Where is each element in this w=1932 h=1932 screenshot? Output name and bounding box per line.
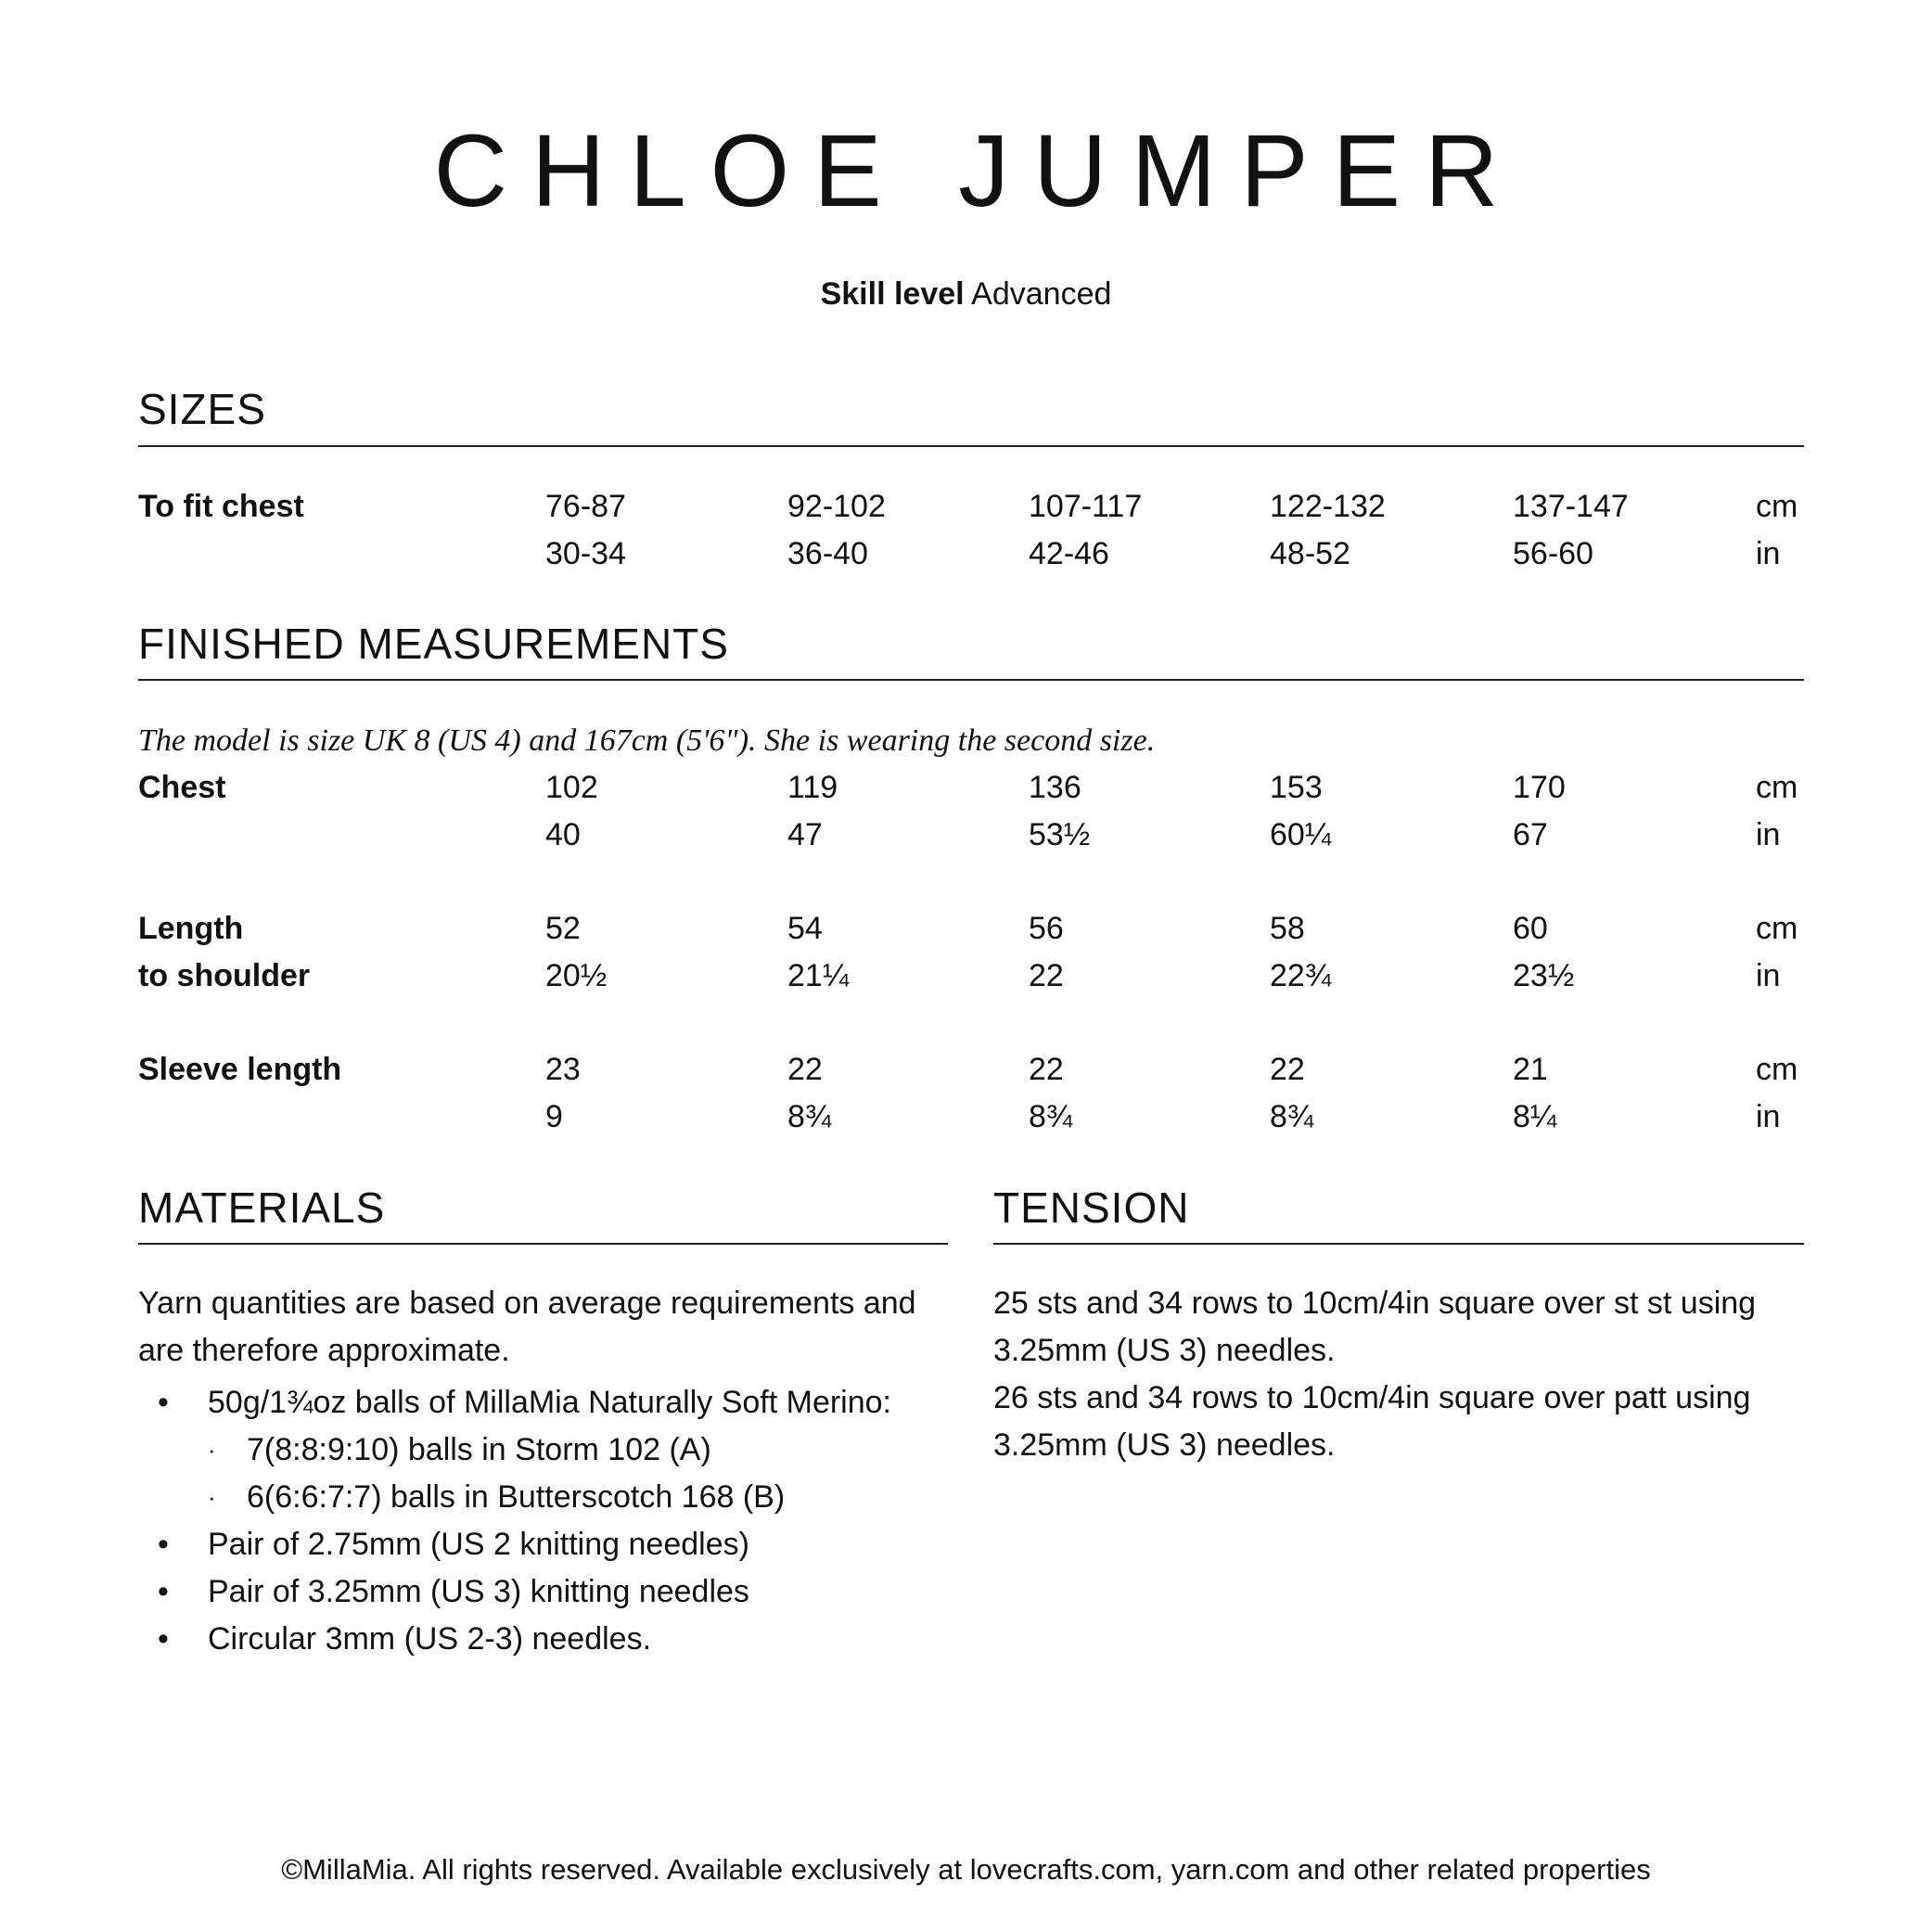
tension-heading: TENSION — [993, 1184, 1190, 1232]
length-in-cell: 23½ — [1513, 958, 1575, 993]
sizes-cm-cell: 107-117 — [1029, 489, 1143, 524]
finished-divider — [138, 679, 1804, 681]
sleeve-in-cell: 9 — [545, 1099, 563, 1134]
copyright-footer: ©MillaMia. All rights reserved. Available exclusively at lovecrafts.com, yarn.com and other related properties — [281, 1853, 1651, 1886]
unit-in: in — [1756, 817, 1781, 852]
tension-line: 25 sts and 34 rows to 10cm/4in square over st st using — [993, 1286, 1757, 1321]
finished-measurements-heading: FINISHED MEASUREMENTS — [138, 620, 729, 668]
skill-level-value: Advanced — [971, 276, 1112, 312]
list-item-text: 7(8:8:9:10) balls in Storm 102 (A) — [247, 1432, 711, 1467]
tension-line: 3.25mm (US 3) needles. — [993, 1427, 1336, 1463]
unit-in: in — [1756, 958, 1781, 993]
sleeve-in-cell: 8¼ — [1513, 1099, 1557, 1134]
list-item-text: Circular 3mm (US 2-3) needles. — [208, 1621, 652, 1657]
to-fit-chest-label: To fit chest — [138, 489, 304, 524]
sizes-in-cell: 30-34 — [545, 536, 626, 571]
sub-bullet-icon: · — [208, 1436, 216, 1464]
sizes-cm-cell: 137-147 — [1513, 489, 1629, 524]
length-in-cell: 21¼ — [787, 958, 850, 993]
list-sub-item — [158, 1474, 891, 1521]
sleeve-in-cell: 8¾ — [787, 1099, 832, 1134]
sleeve-in-cell: 8¾ — [1270, 1099, 1314, 1134]
chest-cm-cell: 170 — [1513, 770, 1566, 805]
sleeve-in-cell: 8¾ — [1029, 1099, 1073, 1134]
unit-cm: cm — [1756, 770, 1798, 805]
sizes-in-cell: 42-46 — [1029, 536, 1109, 571]
chest-in-cell: 40 — [545, 817, 581, 852]
list-item — [158, 1379, 891, 1427]
skill-level — [0, 276, 1932, 313]
chest-in-cell: 67 — [1513, 817, 1548, 852]
chest-in-cell: 53½ — [1029, 817, 1091, 852]
length-cm-cell: 54 — [787, 911, 823, 946]
to-shoulder-label: to shoulder — [138, 958, 311, 993]
page-title: CHLOE JUMPER — [433, 114, 1523, 228]
materials-intro-line: Yarn quantities are based on average requirements and — [138, 1286, 916, 1321]
materials-list — [158, 1379, 891, 1663]
sizes-in-cell: 48-52 — [1270, 536, 1350, 571]
list-item — [158, 1568, 891, 1616]
sleeve-cm-cell: 22 — [1270, 1052, 1305, 1087]
sizes-cm-cell: 76-87 — [545, 489, 626, 524]
length-cm-cell: 52 — [545, 911, 581, 946]
sizes-divider — [138, 445, 1804, 447]
sizes-in-cell: 36-40 — [787, 536, 868, 571]
materials-divider — [138, 1243, 948, 1245]
chest-cm-cell: 153 — [1270, 770, 1323, 805]
sleeve-cm-cell: 22 — [1029, 1052, 1064, 1087]
sizes-heading: SIZES — [138, 385, 266, 433]
sizes-cm-cell: 122-132 — [1270, 489, 1386, 524]
list-sub-item — [158, 1427, 891, 1474]
chest-in-cell: 47 — [787, 817, 823, 852]
bullet-icon: • — [158, 1574, 169, 1609]
chest-cm-cell: 102 — [545, 770, 598, 805]
sleeve-cm-cell: 22 — [787, 1052, 823, 1087]
length-in-cell: 22¾ — [1270, 958, 1332, 993]
sub-bullet-icon: · — [208, 1483, 216, 1511]
length-label: Length — [138, 911, 244, 946]
materials-intro-line: are therefore approximate. — [138, 1333, 510, 1368]
materials-heading: MATERIALS — [138, 1184, 386, 1232]
tension-divider — [993, 1243, 1804, 1245]
length-in-cell: 20½ — [545, 958, 608, 993]
unit-cm: cm — [1756, 911, 1798, 946]
bullet-icon: • — [158, 1527, 169, 1562]
length-cm-cell: 58 — [1270, 911, 1305, 946]
length-cm-cell: 56 — [1029, 911, 1064, 946]
bullet-icon: • — [158, 1621, 169, 1657]
materials-intro — [138, 1280, 916, 1375]
chest-in-cell: 60¼ — [1270, 817, 1332, 852]
list-item-text: Pair of 3.25mm (US 3) knitting needles — [208, 1574, 749, 1609]
sleeve-cm-cell: 21 — [1513, 1052, 1548, 1087]
sleeve-cm-cell: 23 — [545, 1052, 581, 1087]
list-item-text: 50g/1¾oz balls of MillaMia Naturally Soft Merino: — [208, 1385, 891, 1420]
unit-in: in — [1756, 536, 1781, 571]
tension-line: 3.25mm (US 3) needles. — [993, 1333, 1336, 1368]
sleeve-length-label: Sleeve length — [138, 1052, 342, 1087]
list-item-text: 6(6:6:7:7) balls in Butterscotch 168 (B) — [247, 1479, 786, 1515]
unit-in: in — [1756, 1099, 1781, 1134]
chest-cm-cell: 119 — [787, 770, 838, 805]
unit-cm: cm — [1756, 1052, 1798, 1087]
length-in-cell: 22 — [1029, 958, 1064, 993]
sizes-cm-cell: 92-102 — [787, 489, 886, 524]
list-item — [158, 1521, 891, 1568]
skill-level-label: Skill level — [820, 276, 965, 312]
tension-line: 26 sts and 34 rows to 10cm/4in square over patt using — [993, 1380, 1751, 1415]
tension-text — [993, 1280, 1756, 1469]
list-item-text: Pair of 2.75mm (US 2 knitting needles) — [208, 1527, 749, 1562]
unit-cm: cm — [1756, 489, 1798, 524]
chest-label: Chest — [138, 770, 226, 805]
model-size-note: The model is size UK 8 (US 4) and 167cm (5'6"). She is wearing the second size. — [138, 723, 1156, 758]
sizes-in-cell: 56-60 — [1513, 536, 1593, 571]
list-item — [158, 1616, 891, 1663]
chest-cm-cell: 136 — [1029, 770, 1081, 805]
length-cm-cell: 60 — [1513, 911, 1548, 946]
bullet-icon: • — [158, 1385, 169, 1420]
